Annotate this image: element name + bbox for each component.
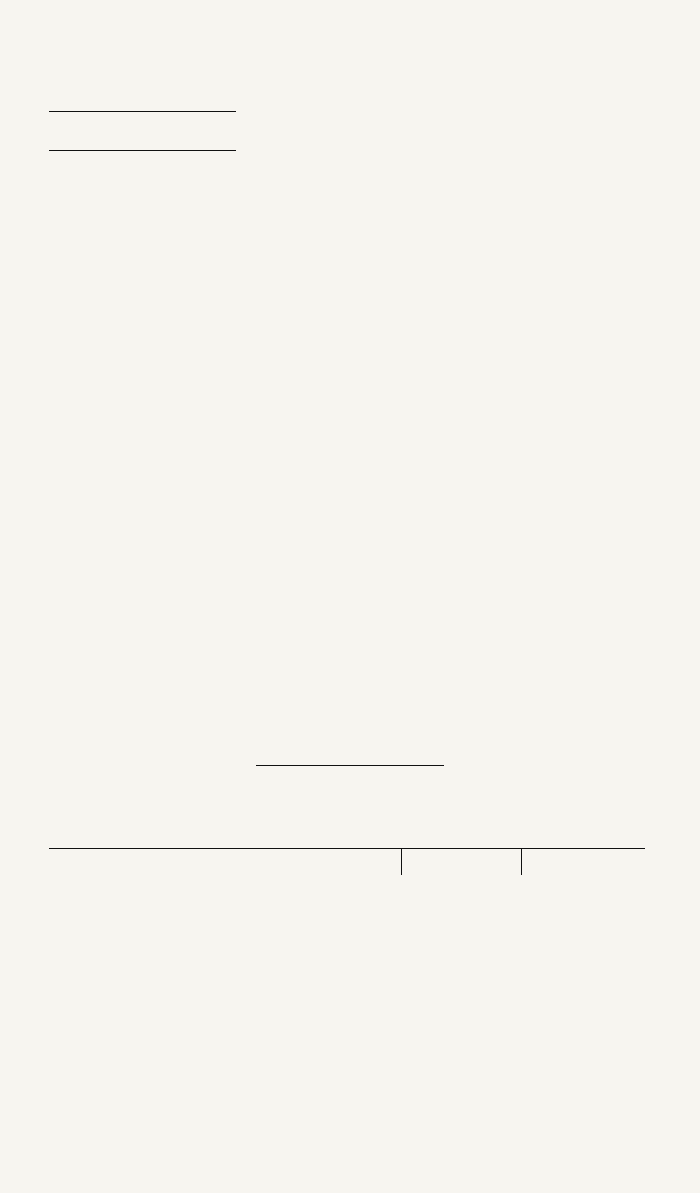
section-divider	[256, 765, 444, 766]
asylum-accommodation-table	[49, 848, 645, 875]
asylums-header	[49, 849, 401, 876]
causes-of-death-table	[49, 111, 645, 151]
causes-header	[49, 112, 236, 151]
page-header	[0, 52, 700, 72]
accommodation-header	[521, 849, 645, 876]
patients-header	[401, 849, 521, 876]
